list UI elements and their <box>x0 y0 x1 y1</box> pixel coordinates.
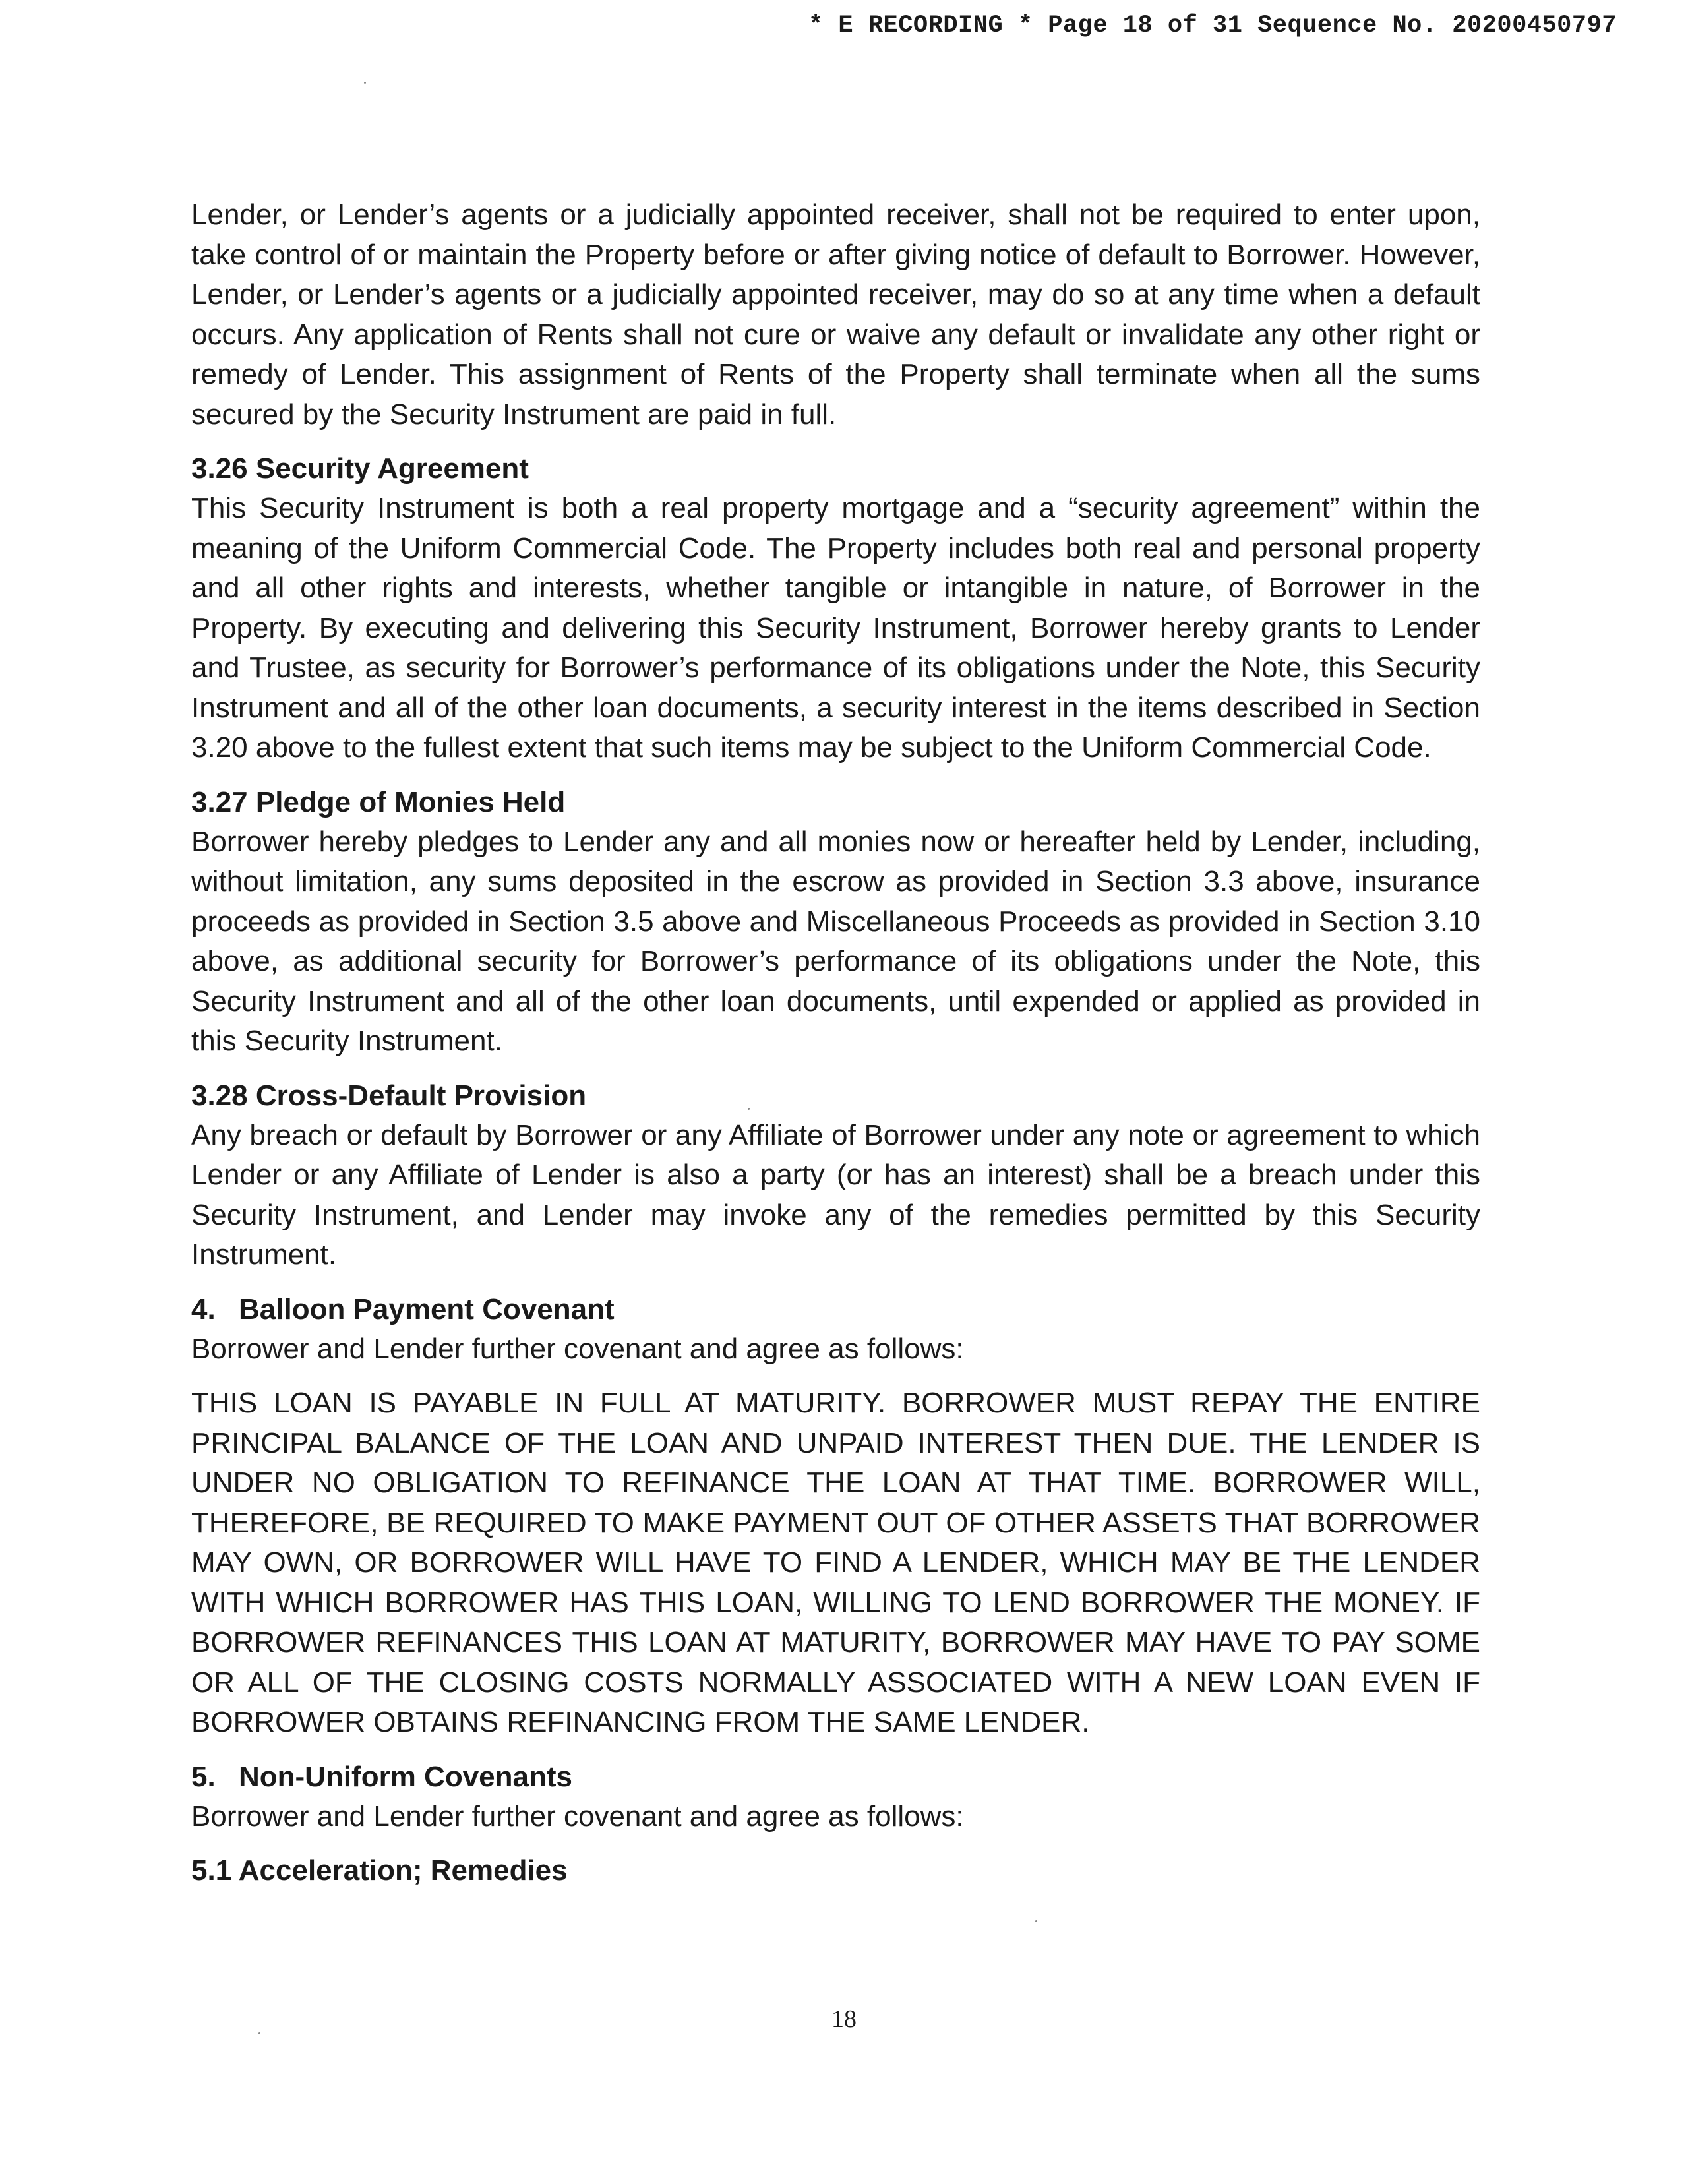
section-heading: 3.28 Cross-Default Provision <box>191 1079 587 1112</box>
section-body: Any breach or default by Borrower or any Affiliate of Borrower under any note or agreement to which Lender or any Affiliate of Lender is also a party (or has an interest) shall be a breach under this Security Instrument, and Lender may invoke any of the remedies permitted by this Security Instrument. <box>191 1118 1480 1271</box>
section-3-27 <box>191 783 1480 1062</box>
section-number: 5. <box>191 1760 216 1793</box>
section-heading: 5.1 Acceleration; Remedies <box>191 1854 568 1887</box>
section-5-1 <box>191 1851 1480 1891</box>
section-body: Borrower hereby pledges to Lender any and all monies now or hereafter held by Lender, including, without limitation, any sums deposited in the escrow as provided in Section 3.3 above, insurance proceeds as provided in Section 3.5 above and Miscellaneous Proceeds as provided in Section 3.10 above, as additional security for Borrower’s performance of its obligations under the Note, this Security Instrument and all of the other loan documents, until expended or applied as provided in this Security Instrument. <box>191 825 1480 1057</box>
balloon-notice: THIS LOAN IS PAYABLE IN FULL AT MATURITY. BORROWER MUST REPAY THE ENTIRE PRINCIPAL BALANCE OF THE LOAN AND UNPAID INTEREST THEN DUE. THE LENDER IS UNDER NO OBLIGATION TO REFINANCE THE LOAN AT THAT TIME. BORROWER WILL, THEREFORE, BE REQUIRED TO MAKE PAYMENT OUT OF OTHER ASSETS THAT BORROWER MAY OWN, OR BORROWER WILL HAVE TO FIND A LENDER, WHICH MAY BE THE LENDER WITH WHICH BORROWER HAS THIS LOAN, WILLING TO LEND BORROWER THE MONEY. IF BORROWER REFINANCES THIS LOAN AT MATURITY, BORROWER MAY HAVE TO PAY SOME OR ALL OF THE CLOSING COSTS NORMALLY ASSOCIATED WITH A NEW LOAN EVEN IF BORROWER OBTAINS REFINANCING FROM THE SAME LENDER. <box>191 1387 1480 1738</box>
section-number: 4. <box>191 1292 216 1325</box>
recording-stamp: * E RECORDING * Page 18 of 31 Sequence No. 20200450797 <box>808 12 1617 40</box>
section-heading <box>191 1757 1480 1797</box>
section-heading <box>191 1290 1480 1329</box>
section-3-28 <box>191 1076 1480 1275</box>
section-heading: 3.27 Pledge of Monies Held <box>191 785 566 818</box>
page-number: 18 <box>831 2005 857 2033</box>
section-5 <box>191 1757 1480 1837</box>
scan-speck <box>1035 1920 1037 1922</box>
intro-paragraph: Lender, or Lender’s agents or a judicially appointed receiver, shall not be required to enter upon, take control of or maintain the Property before or after giving notice of default to Borrower. However, Lender, or Lender’s agents or a judicially appointed receiver, may do so at any time when a default occurs. Any application of Rents shall not cure or waive any default or invalidate any other right or remedy of Lender. This assignment of Rents of the Property shall terminate when all the sums secured by the Security Instrument are paid in full. <box>191 198 1480 431</box>
section-4 <box>191 1290 1480 1743</box>
section-body: Borrower and Lender further covenant and agree as follows: <box>191 1332 964 1365</box>
scan-speck <box>364 82 366 84</box>
section-heading: 3.26 Security Agreement <box>191 452 529 485</box>
section-3-26 <box>191 449 1480 768</box>
section-body: Borrower and Lender further covenant and agree as follows: <box>191 1800 964 1833</box>
document-body <box>191 195 1480 1891</box>
section-title: Non-Uniform Covenants <box>239 1760 572 1793</box>
section-body: This Security Instrument is both a real property mortgage and a “security agreement” within the meaning of the Uniform Commercial Code. The Property includes both real and personal property and all other rights and interests, whether tangible or intangible in nature, of Borrower in the Property. By executing and delivering this Security Instrument, Borrower hereby grants to Lender and Trustee, as security for Borrower’s performance of its obligations under the Note, this Security Instrument and all of the other loan documents, a security interest in the items described in Section 3.20 above to the fullest extent that such items may be subject to the Uniform Commercial Code. <box>191 492 1480 764</box>
section-title: Balloon Payment Covenant <box>239 1292 615 1325</box>
